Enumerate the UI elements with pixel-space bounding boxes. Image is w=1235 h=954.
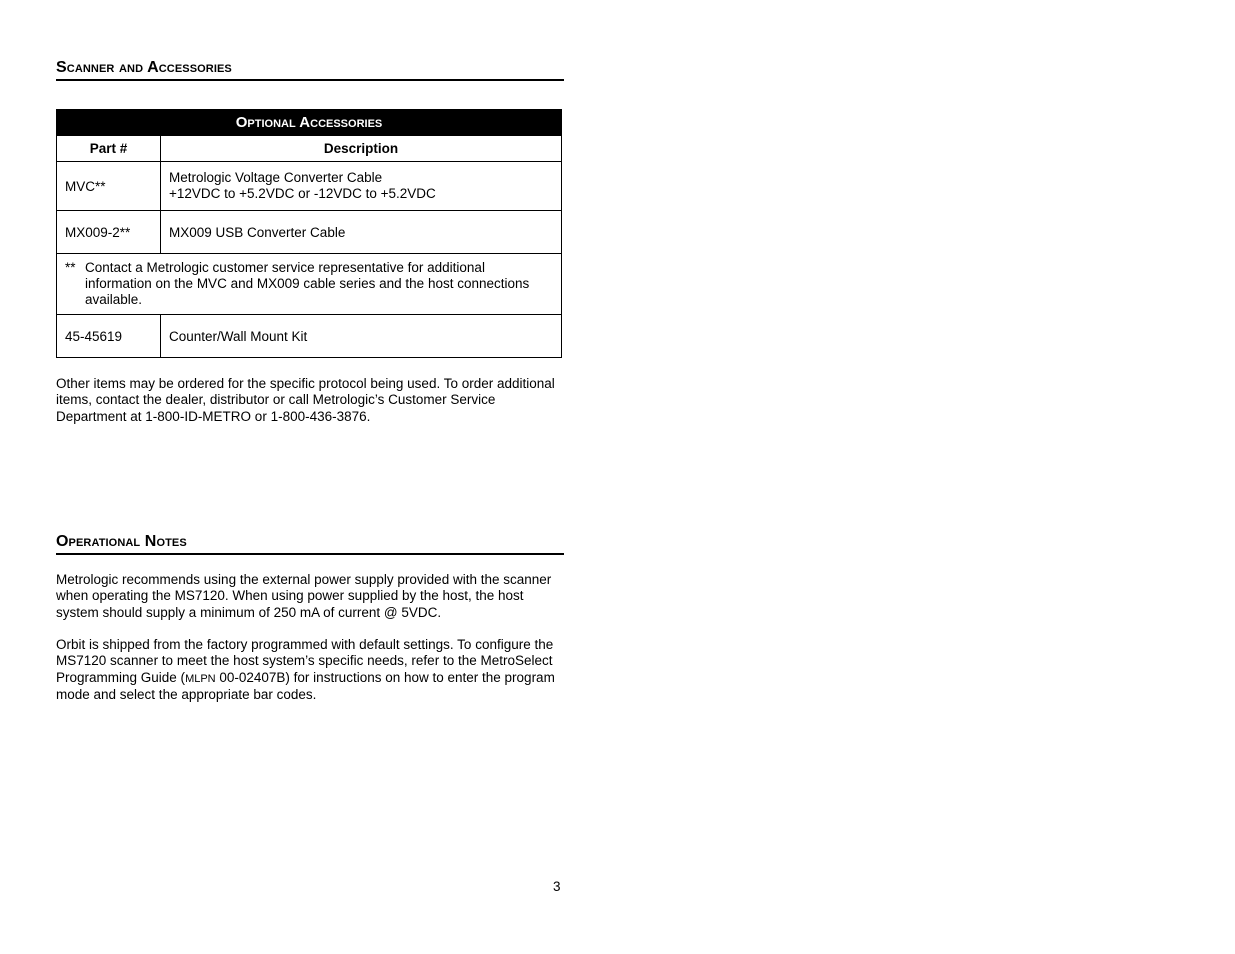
table-title: Optional Accessories (57, 110, 562, 136)
section-heading-scanner-accessories (56, 59, 564, 81)
page-number: 3 (553, 879, 561, 894)
heading-text: canner and (66, 59, 148, 76)
section-heading-operational-notes (56, 533, 564, 555)
description: MX009 USB Converter Cable (161, 211, 562, 254)
heading-text: ccessories (158, 59, 232, 76)
heading-initial: A (147, 59, 159, 76)
description-line: Metrologic Voltage Converter Cable (169, 170, 383, 185)
note-text: Contact a Metrologic customer service representative for additional information on the MVC and MX009 cable series and the host connections available. (85, 260, 530, 307)
column-header-part: Part # (57, 136, 161, 162)
heading-text: otes (156, 533, 187, 550)
table-row (57, 162, 562, 211)
paragraph-text: Orbit is shipped from the factory programmed with default settings. To configure the MS7120 scanner to meet the host system’s specific needs, refer to the MetroSelect Programming Guide ( (56, 637, 554, 685)
description-line: +12VDC to +5.2VDC or -12VDC to +5.2VDC (169, 186, 436, 201)
table-note (57, 254, 562, 315)
mlpn-label: MLPN (185, 672, 216, 685)
table-row (57, 211, 562, 254)
column-header-description: Description (161, 136, 562, 162)
ordering-paragraph: Other items may be ordered for the specific protocol being used. To order additional items, contact the dealer, distributor or call Metrologic’s Customer Service Department at 1-800-ID-METRO or 1-800-436-3876. (56, 376, 555, 424)
description: Counter/Wall Mount Kit (161, 315, 562, 358)
heading-initial: S (56, 59, 67, 76)
part-number: MX009-2** (57, 211, 161, 254)
heading-initial: O (56, 533, 69, 550)
paragraph-text: 00-02407B) for instructions on how to enter the program mode and select the appropriate bar codes. (56, 669, 555, 702)
heading-initial: N (144, 533, 157, 550)
configuration-paragraph (56, 637, 564, 703)
part-number: 45-45619 (57, 315, 161, 358)
note-marker: ** (65, 260, 76, 275)
table-row (57, 315, 562, 358)
part-number: MVC** (57, 162, 161, 211)
optional-accessories-table (56, 109, 562, 358)
description (161, 162, 562, 211)
table-note-row (57, 254, 562, 315)
heading-text: perational (68, 533, 145, 550)
power-supply-paragraph: Metrologic recommends using the external power supply provided with the scanner when operating the MS7120. When using power supplied by the host, the host system should supply a minimum of 250 mA of current @ 5VDC. (56, 572, 552, 620)
